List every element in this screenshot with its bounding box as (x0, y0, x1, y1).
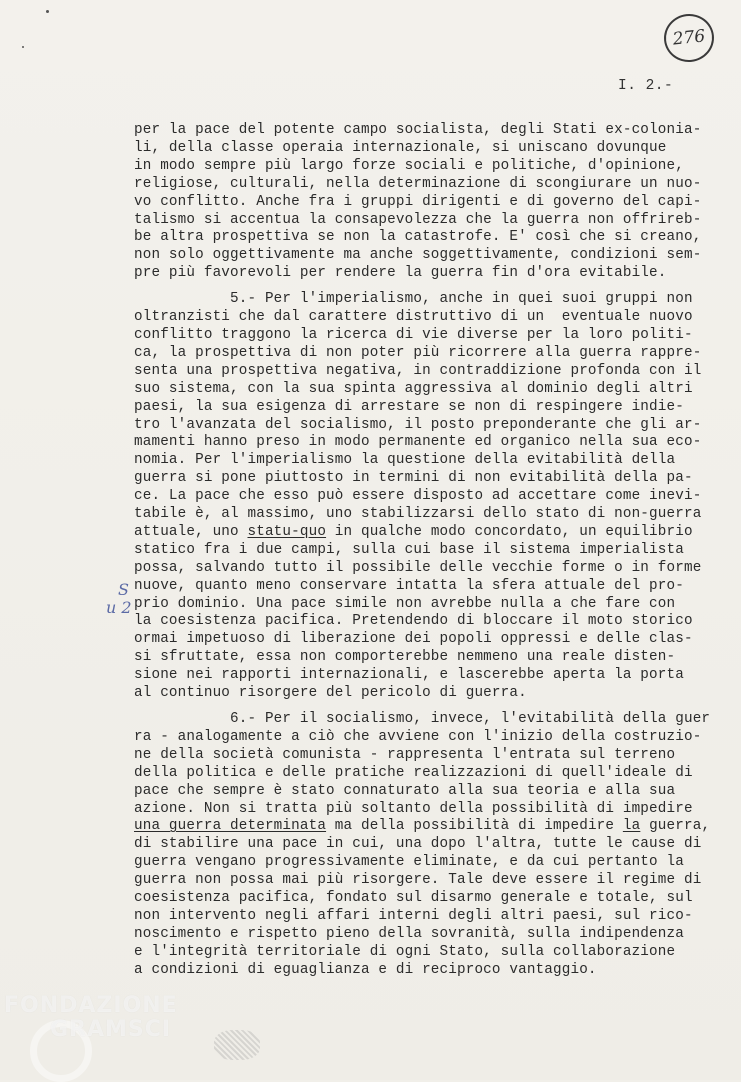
page-reference: I. 2.- (618, 78, 674, 94)
paragraph (134, 711, 714, 980)
text-line: nuove, quanto meno conservare intatta la sfera attuale del pro- (134, 577, 684, 594)
text-line: li, della classe operaia internazionale, si uniscano dovunque (134, 139, 667, 156)
text-line: pace che sempre è stato connaturato alla sua teoria e alla sua (134, 782, 676, 799)
text-line: azione. Non si tratta più soltanto della possibilità di impedire (134, 800, 693, 817)
text-line: talismo si accentua la consapevolezza che la guerra non offrireb- (134, 211, 702, 228)
text-line: ce. La pace che esso può essere disposto ad accettare come inevi- (134, 488, 702, 505)
text-line: prio dominio. Una pace simile non avrebbe nulla a che fare con (134, 595, 676, 612)
text-line: guerra vengano progressivamente eliminate, e da cui pertanto la (134, 854, 684, 871)
paper-smudge (214, 1030, 260, 1060)
text-line: paesi, la sua esigenza di arrestare se non di respingere indie- (134, 398, 684, 415)
text-line: conflitto traggono la ricerca di vie diverse per la loro politi- (134, 326, 693, 343)
text-line: non solo oggettivamente ma anche soggettivamente, condizioni sem- (134, 247, 702, 264)
text-line: mamenti hanno preso in modo permanente ed organico nella sua eco- (134, 434, 702, 451)
paper-speck (22, 46, 24, 48)
text-line: della politica e delle pratiche realizzazioni di quell'ideale di (134, 764, 693, 781)
text-line: tabile è, al massimo, uno stabilizzarsi dello stato di non-guerra (134, 506, 702, 523)
margin-mark-u2: u 2 (106, 598, 132, 617)
text-line: ormai impetuoso di liberazione dei popoli oppressi e delle clas- (134, 631, 693, 648)
paragraph (134, 291, 714, 703)
watermark (4, 994, 204, 1042)
watermark-line-1: FONDAZIONE (4, 993, 178, 1018)
paper-speck (46, 10, 49, 13)
text-line: la coesistenza pacifica. Pretendendo di bloccare il moto storico (134, 613, 693, 630)
text-line: in modo sempre più largo forze sociali e politiche, d'opinione, (134, 157, 684, 174)
text-line: statico fra i due campi, sulla cui base il sistema imperialista (134, 541, 684, 558)
text-line: be altra prospettiva se non la catastrofe. E' così che si creano, (134, 229, 702, 246)
text-line: senta una prospettiva negativa, in contraddizione profonda con il (134, 362, 702, 379)
text-line: attuale, uno statu-quo in qualche modo concordato, un equilibrio (134, 523, 693, 540)
text-line: tro l'avanzata del socialismo, il posto preponderante che gli ar- (134, 416, 702, 433)
text-line: pre più favorevoli per rendere la guerra fin d'ora evitabile. (134, 265, 667, 282)
text-line: ra - analogamente a ciò che avviene con l'inizio della costruzio- (134, 728, 702, 745)
text-line: a condizioni di eguaglianza e di reciproco vantaggio. (134, 961, 597, 978)
text-line: ne della società comunista - rappresenta l'entrata sul terreno (134, 746, 676, 763)
text-line: al continuo risorgere del pericolo di guerra. (134, 685, 527, 702)
text-line: suo sistema, con la sua spinta aggressiva al dominio degli altri (134, 380, 693, 397)
text-line: possa, salvando tutto il possibile delle vecchie forme o in forme (134, 559, 702, 576)
text-line: sione nei rapporti internazionali, e lascerebbe aperta la porta (134, 667, 684, 684)
text-line: una guerra determinata ma della possibilità di impedire la guerra, (134, 818, 711, 835)
folio-number-stamp: 276 (662, 12, 717, 65)
text-line: nomia. Per l'imperialismo la questione della evitabilità della (134, 452, 676, 469)
text-line: religiose, culturali, nella determinazione di scongiurare un nuo- (134, 175, 702, 192)
text-line: per la pace del potente campo socialista, degli Stati ex-colonia- (134, 122, 702, 138)
text-line: ca, la prospettiva di non poter più ricorrere alla guerra rappre- (134, 344, 702, 361)
text-line: si sfruttate, essa non comporterebbe nemmeno una reale disten- (134, 649, 676, 666)
text-line: di stabilire una pace in cui, una dopo l'altra, tutte le cause di (134, 836, 702, 853)
text-line: 5.- Per l'imperialismo, anche in quei suoi gruppi non (134, 291, 693, 308)
margin-mark-s: S (118, 580, 129, 599)
paragraph (134, 122, 714, 283)
text-line: vo conflitto. Anche fra i gruppi dirigenti e di governo del capi- (134, 193, 702, 210)
text-line: e l'integrità territoriale di ogni Stato, sulla collaborazione (134, 943, 676, 960)
text-line: non intervento negli affari interni degli altri paesi, sul rico- (134, 907, 693, 924)
watermark-line-2: GRAMSCI (50, 1017, 172, 1042)
text-line: guerra si pone piuttosto in termini di non evitabilità della pa- (134, 470, 693, 487)
text-line: noscimento e rispetto pieno della sovranità, sulla indipendenza (134, 925, 684, 942)
text-line: 6.- Per il socialismo, invece, l'evitabilità della guer (134, 711, 711, 727)
text-line: oltranzisti che dal carattere distruttivo di un eventuale nuovo (134, 309, 693, 326)
document-body (134, 122, 714, 980)
text-line: coesistenza pacifica, fondato sul disarmo generale e totale, sul (134, 890, 693, 907)
text-line: guerra non possa mai più risorgere. Tale deve essere il regime di (134, 872, 702, 889)
